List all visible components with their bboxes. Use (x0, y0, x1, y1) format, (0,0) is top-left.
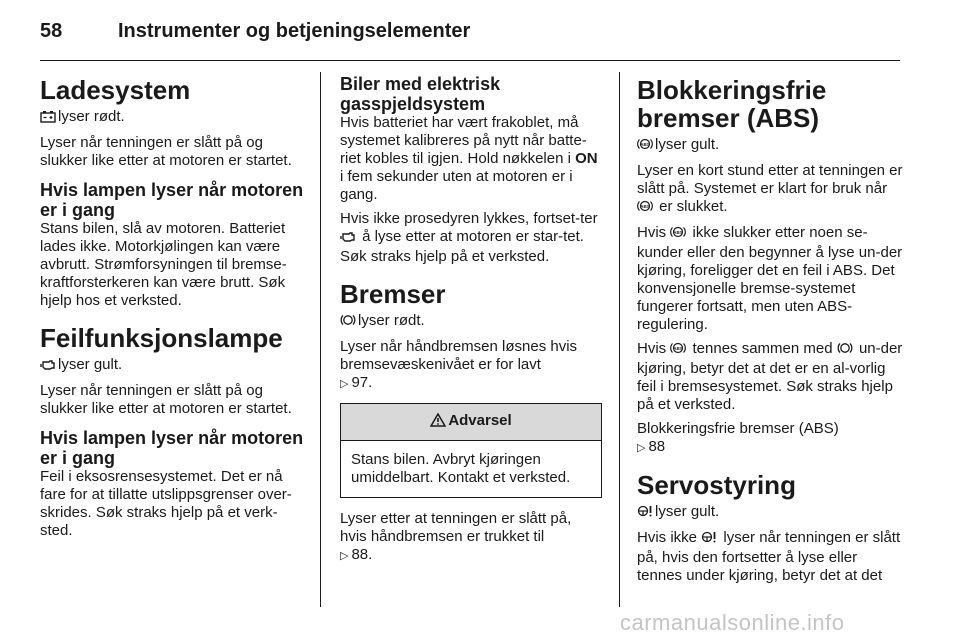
lamp-line-steering (637, 503, 903, 523)
warning-box (340, 403, 602, 498)
lamp-text: lyser gult. (58, 356, 123, 373)
column-divider-2 (619, 72, 620, 607)
warning-title: Advarsel (448, 412, 512, 429)
abs-icon (637, 199, 653, 218)
paragraph (637, 162, 903, 218)
text-run: i fem sekunder uten at motoren er i gang. (340, 168, 573, 203)
subsection-title: Hvis lampen lyser når motoren er i gang (40, 428, 304, 468)
text-run: tennes sammen med (692, 340, 833, 357)
subsection-title: Hvis lampen lyser når motoren er i gang (40, 180, 304, 220)
section-title-ladesystem: Ladesystem (40, 75, 191, 105)
text-run: å lyse etter at motoren er star-tet. Søk straks hjelp på et verksted. (340, 228, 584, 265)
brake-warning-icon (340, 313, 356, 332)
paragraph (340, 114, 602, 204)
paragraph: Lyser når tenningen er slått på og slukker like etter at motoren er startet. (40, 134, 292, 169)
abs-icon (670, 225, 686, 244)
section-title-servostyring: Servostyring (637, 470, 796, 500)
page-header (40, 10, 900, 50)
text-run: Hvis (637, 340, 667, 357)
reference-arrow-icon: ▷ (340, 378, 349, 390)
subsection-title: Biler med elektrisk gasspjeldsystem (340, 74, 501, 114)
header-rule (40, 60, 900, 61)
warning-header (341, 404, 601, 441)
power-steering-icon (637, 504, 653, 523)
section-title-feilfunksjonslampe: Feilfunksjonslampe (40, 323, 283, 353)
watermark: carmanualsonline.info (620, 610, 845, 635)
text-run: un-der kjøring, betyr det at det er en al-vorlig feil i bremsesystemet. Søk straks hjelp på et verksted. (637, 340, 903, 413)
header-title: Instrumenter og betjeningselementer (118, 20, 471, 42)
text-run: ikke slukker etter noen se-kunder eller den begynner å lyse un-der kjøring, foreligger det en feil i ABS. Det konvensjonelle bremse-systemet fungerer fortsatt, men uten ABS-regulering. (637, 224, 903, 333)
lamp-text: lyser gult. (655, 136, 720, 153)
text-run: Lyser en kort stund etter at tenningen er slått på. Systemet er klart for bruk når (637, 162, 903, 197)
svg-text:ABS: ABS (673, 230, 684, 235)
text-run: Lyser når håndbremsen løsnes hvis bremsevæskenivået er for lavt (340, 338, 578, 373)
section-title-abs: Blokkeringsfrie bremser (ABS) (637, 75, 827, 133)
text-run: Hvis batteriet har vært frakoblet, må systemet kalibreres på nytt når batte-riet kobles til igjen. Hold nøkkelen i (340, 114, 587, 167)
warning-triangle-icon (430, 413, 446, 432)
engine-check-icon (40, 358, 56, 376)
text-run: Hvis ikke (637, 529, 698, 546)
paragraph: Lyser når tenningen er slått på og slukker like etter at motoren er startet. (40, 382, 292, 417)
ignition-on-label: ON (575, 150, 598, 167)
section-title-bremser: Bremser (340, 279, 446, 309)
column-2 (340, 70, 602, 571)
column-divider-1 (320, 72, 321, 607)
text-run: lyser når tenningen er slått på, hvis den fortsetter å lyse eller tennes under kjøring, betyr det at det (637, 529, 901, 584)
paragraph (340, 338, 602, 393)
paragraph (637, 340, 903, 414)
lamp-text: lyser gult. (655, 503, 720, 520)
abs-icon (637, 137, 653, 156)
battery-icon (40, 110, 56, 128)
paragraph (637, 529, 903, 585)
text-run: Hvis (637, 224, 667, 241)
reference-arrow-icon: ▷ (340, 550, 349, 562)
text-run: Lyser etter at tenningen er slått på, hvis håndbremsen er trukket til (340, 510, 572, 545)
lamp-line-brake (340, 312, 602, 332)
svg-text:ABS: ABS (673, 346, 684, 351)
brake-warning-icon (837, 341, 853, 360)
paragraph (340, 510, 602, 565)
column-1 (40, 70, 305, 546)
column-3 (637, 70, 903, 591)
svg-text:ABS: ABS (640, 204, 650, 209)
warning-text: Stans bilen. Avbryt kjøringen umiddelbart. Kontakt et verksted. (351, 451, 571, 486)
text-run: Hvis ikke prosedyren lykkes, fortset-ter (340, 210, 598, 227)
lamp-line-abs (637, 136, 903, 156)
svg-text:ABS: ABS (640, 142, 650, 147)
abs-icon (670, 341, 686, 360)
paragraph (637, 420, 903, 457)
paragraph: Feil i eksosrensesystemet. Det er nå fare for at tillatte utslippsgrenser over-skrides. Søk straks hjelp på et verk-sted. (40, 468, 292, 539)
reference-arrow-icon: ▷ (637, 442, 646, 454)
text-run: er slukket. (659, 198, 728, 215)
paragraph (340, 210, 602, 266)
lamp-line-battery (40, 108, 305, 128)
text-run: Blokkeringsfrie bremser (ABS) (637, 420, 839, 437)
engine-check-icon (340, 230, 356, 248)
page-number: 58 (40, 20, 63, 42)
lamp-line-engine (40, 356, 305, 376)
power-steering-icon (701, 530, 717, 549)
page-reference[interactable]: 88 (648, 438, 666, 455)
page-reference[interactable]: 97. (351, 374, 373, 391)
page-reference[interactable]: 88. (351, 546, 373, 563)
lamp-text: lyser rødt. (358, 312, 425, 329)
paragraph: Stans bilen, slå av motoren. Batteriet lades ikke. Motorkjølingen kan være avbrutt. Strømforsyningen til bremse-kraftforsterkeren kan være brutt. Søk hjelp hos et verksted. (40, 220, 287, 309)
paragraph (637, 224, 903, 334)
lamp-text: lyser rødt. (58, 108, 125, 125)
